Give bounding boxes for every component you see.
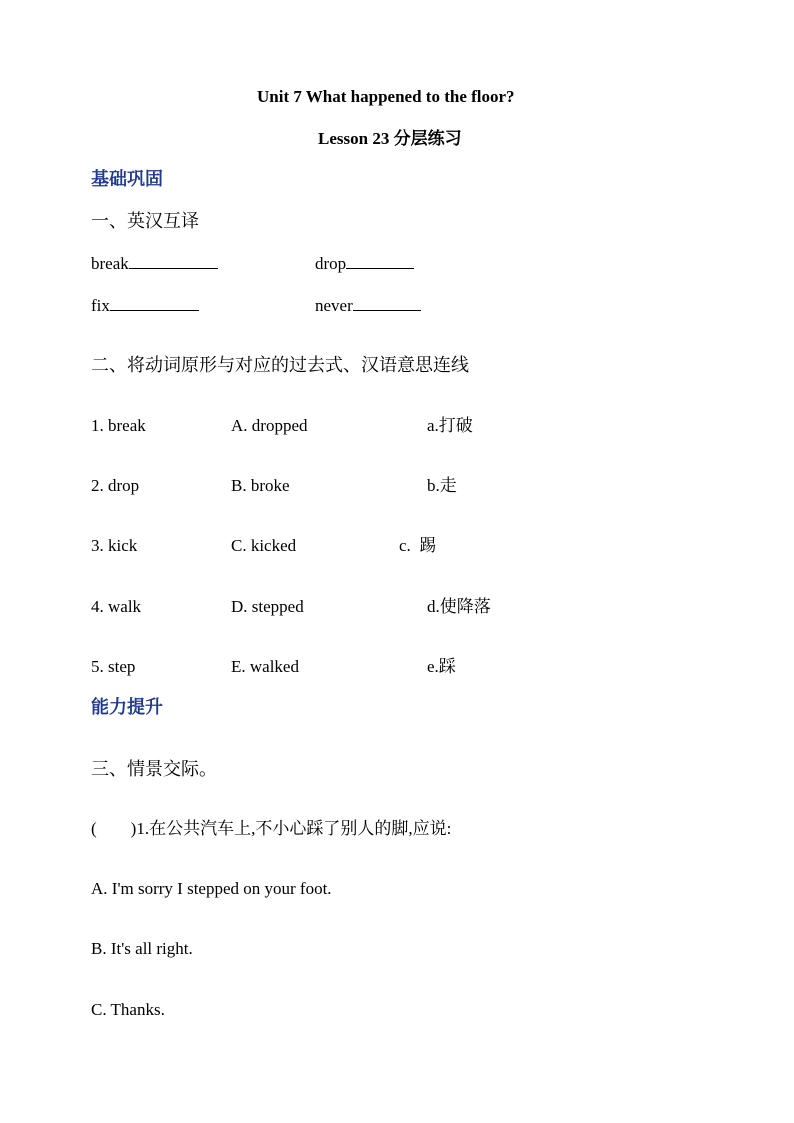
- word: never: [315, 296, 353, 315]
- word: drop: [315, 254, 347, 273]
- match-base: 2. drop: [91, 476, 140, 495]
- match-base: 5. step: [91, 657, 136, 676]
- match-meaning: e.踩: [427, 657, 456, 676]
- exercise-heading-dialogue: 三、情景交际。: [91, 759, 217, 779]
- match-base: 4. walk: [91, 597, 142, 616]
- translate-item-break: [91, 252, 218, 275]
- match-past: C. kicked: [231, 536, 297, 555]
- word: fix: [91, 296, 110, 315]
- match-base: 1. break: [91, 416, 146, 435]
- question-text: 1.在公共汽车上,不小心踩了别人的脚,应说:: [136, 819, 452, 838]
- match-past: E. walked: [231, 657, 299, 676]
- exercise-heading-match: 二、将动词原形与对应的过去式、汉语意思连线: [91, 355, 469, 375]
- match-meaning: c. 踢: [399, 536, 437, 555]
- option-a: A. I'm sorry I stepped on your foot.: [91, 879, 332, 898]
- answer-blank[interactable]: [110, 294, 199, 311]
- translate-item-never: [315, 294, 421, 317]
- answer-blank[interactable]: [346, 252, 414, 269]
- answer-paren[interactable]: ( ): [91, 819, 137, 838]
- option-b: B. It's all right.: [91, 939, 193, 958]
- translate-item-drop: [315, 252, 414, 275]
- match-meaning: a.打破: [427, 416, 473, 435]
- match-past: A. dropped: [231, 416, 308, 435]
- translate-item-fix: [91, 294, 199, 317]
- page-subtitle: Lesson 23 分层练习: [318, 129, 462, 148]
- word: break: [91, 254, 129, 273]
- exercise-heading-translate: 一、英汉互译: [91, 211, 199, 231]
- match-meaning: d.使降落: [427, 597, 491, 616]
- answer-blank[interactable]: [353, 294, 421, 311]
- match-base: 3. kick: [91, 536, 138, 555]
- match-past: B. broke: [231, 476, 290, 495]
- answer-blank[interactable]: [129, 252, 218, 269]
- section-title-basic: 基础巩固: [91, 169, 163, 189]
- match-past: D. stepped: [231, 597, 304, 616]
- question-1: [91, 818, 451, 840]
- option-c: C. Thanks.: [91, 1000, 165, 1019]
- match-meaning: b.走: [427, 476, 457, 495]
- page-title: Unit 7 What happened to the floor?: [257, 87, 515, 106]
- section-title-advanced: 能力提升: [91, 697, 163, 717]
